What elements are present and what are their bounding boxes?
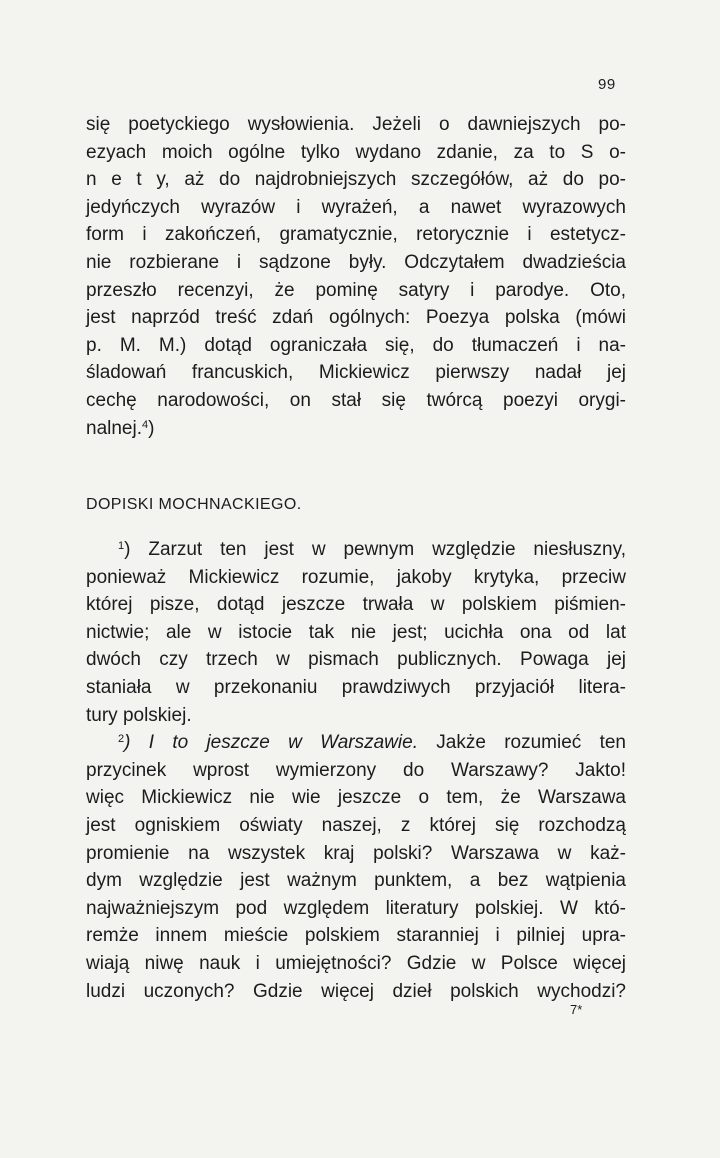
text-line: cechę narodowości, on stał się twórcą poezyi orygi- [86,389,626,411]
notes-section [86,536,626,1005]
text-line: jest naprzód treść zdań ogólnych: Poezya polska (mówi [86,307,626,329]
text-line: ponieważ Mickiewicz rozumie, jakoby krytyka, przeciw [86,566,626,588]
text-line: wiają niwę nauk i umiejętności? Gdzie w Polsce więcej [86,952,626,974]
text-line-last [86,415,626,443]
text-line: się poetyckiego wysłowienia. Jeżeli o dawniejszych po- [86,114,626,135]
text-line: śladowań francuskich, Mickiewicz pierwszy nadał jej [86,362,626,384]
text-line: ludzi uczonych? Gdzie więcej dzieł polskich wychodzi? [86,980,626,1002]
page-number: 99 [598,76,616,93]
italic-quote: ) I to jeszcze w Warszawie. [124,732,418,754]
footnote-ref: 4 [142,418,149,431]
text-line: form i zakończeń, gramatycznie, retorycznie i estetycz- [86,224,626,246]
section-heading: DOPISKI MOCHNACKIEGO. [86,496,302,513]
text-line: której pisze, dotąd jeszcze trwała w polskiem piśmien- [86,594,626,616]
text-line: tury polskiej. [86,704,192,726]
text-fragment: nalnej. [86,417,142,439]
text-line: jedyńczych wyrazów i wyrażeń, a nawet wyrazowych [86,196,626,218]
text-line: staniała w przekonaniu prawdziwych przyjaciół litera- [86,676,626,698]
text-line: dym względzie jest ważnym punktem, a bez wątpienia [86,870,626,892]
text-line: nictwie; ale w istocie tak nie jest; ucichła ona od lat [86,621,626,643]
printer-signature-mark: 7* [570,1002,583,1017]
text-line: p. M. M.) dotąd ograniczała się, do tłumaczeń i na- [86,334,626,356]
note-1-first-line [86,536,626,564]
main-paragraph [86,111,626,442]
footnote-marker: 2 [118,733,125,746]
text-line: dwóch czy trzech w pismach publicznych. Powaga jej [86,649,626,671]
text-line: jest ogniskiem oświaty naszej, z której się rozchodzą [86,814,626,836]
footnote-marker: 1 [118,540,125,552]
text-fragment: ) Zarzut ten jest w pewnym względzie niesłuszny, [124,539,626,560]
text-line: przeszło recenzyi, że pominę satyry i parodye. Oto, [86,279,626,301]
text-line: remże innem mieście polskiem staranniej i pilniej upra- [86,925,626,947]
text-fragment: Jakże rozumieć ten [417,732,626,754]
text-line: n e t y, aż do najdrobniejszych szczegółów, aż do po- [86,169,626,191]
text-line: nie rozbierane i sądzone były. Odczytałem dwadzieścia [86,251,626,273]
text-line: przycinek wprost wymierzony do Warszawy? Jakto! [86,759,626,781]
text-line: promienie na wszystek kraj polski? Warszawa w każ- [86,842,626,864]
text-fragment: ) [148,417,155,439]
text-line: najważniejszym pod względem literatury polskiej. W któ- [86,897,626,919]
text-line: więc Mickiewicz nie wie jeszcze o tem, że Warszawa [86,787,626,809]
text-line: ezyach moich ogólne tylko wydano zdanie, za to S o- [86,141,626,163]
note-2-first-line [86,729,626,757]
